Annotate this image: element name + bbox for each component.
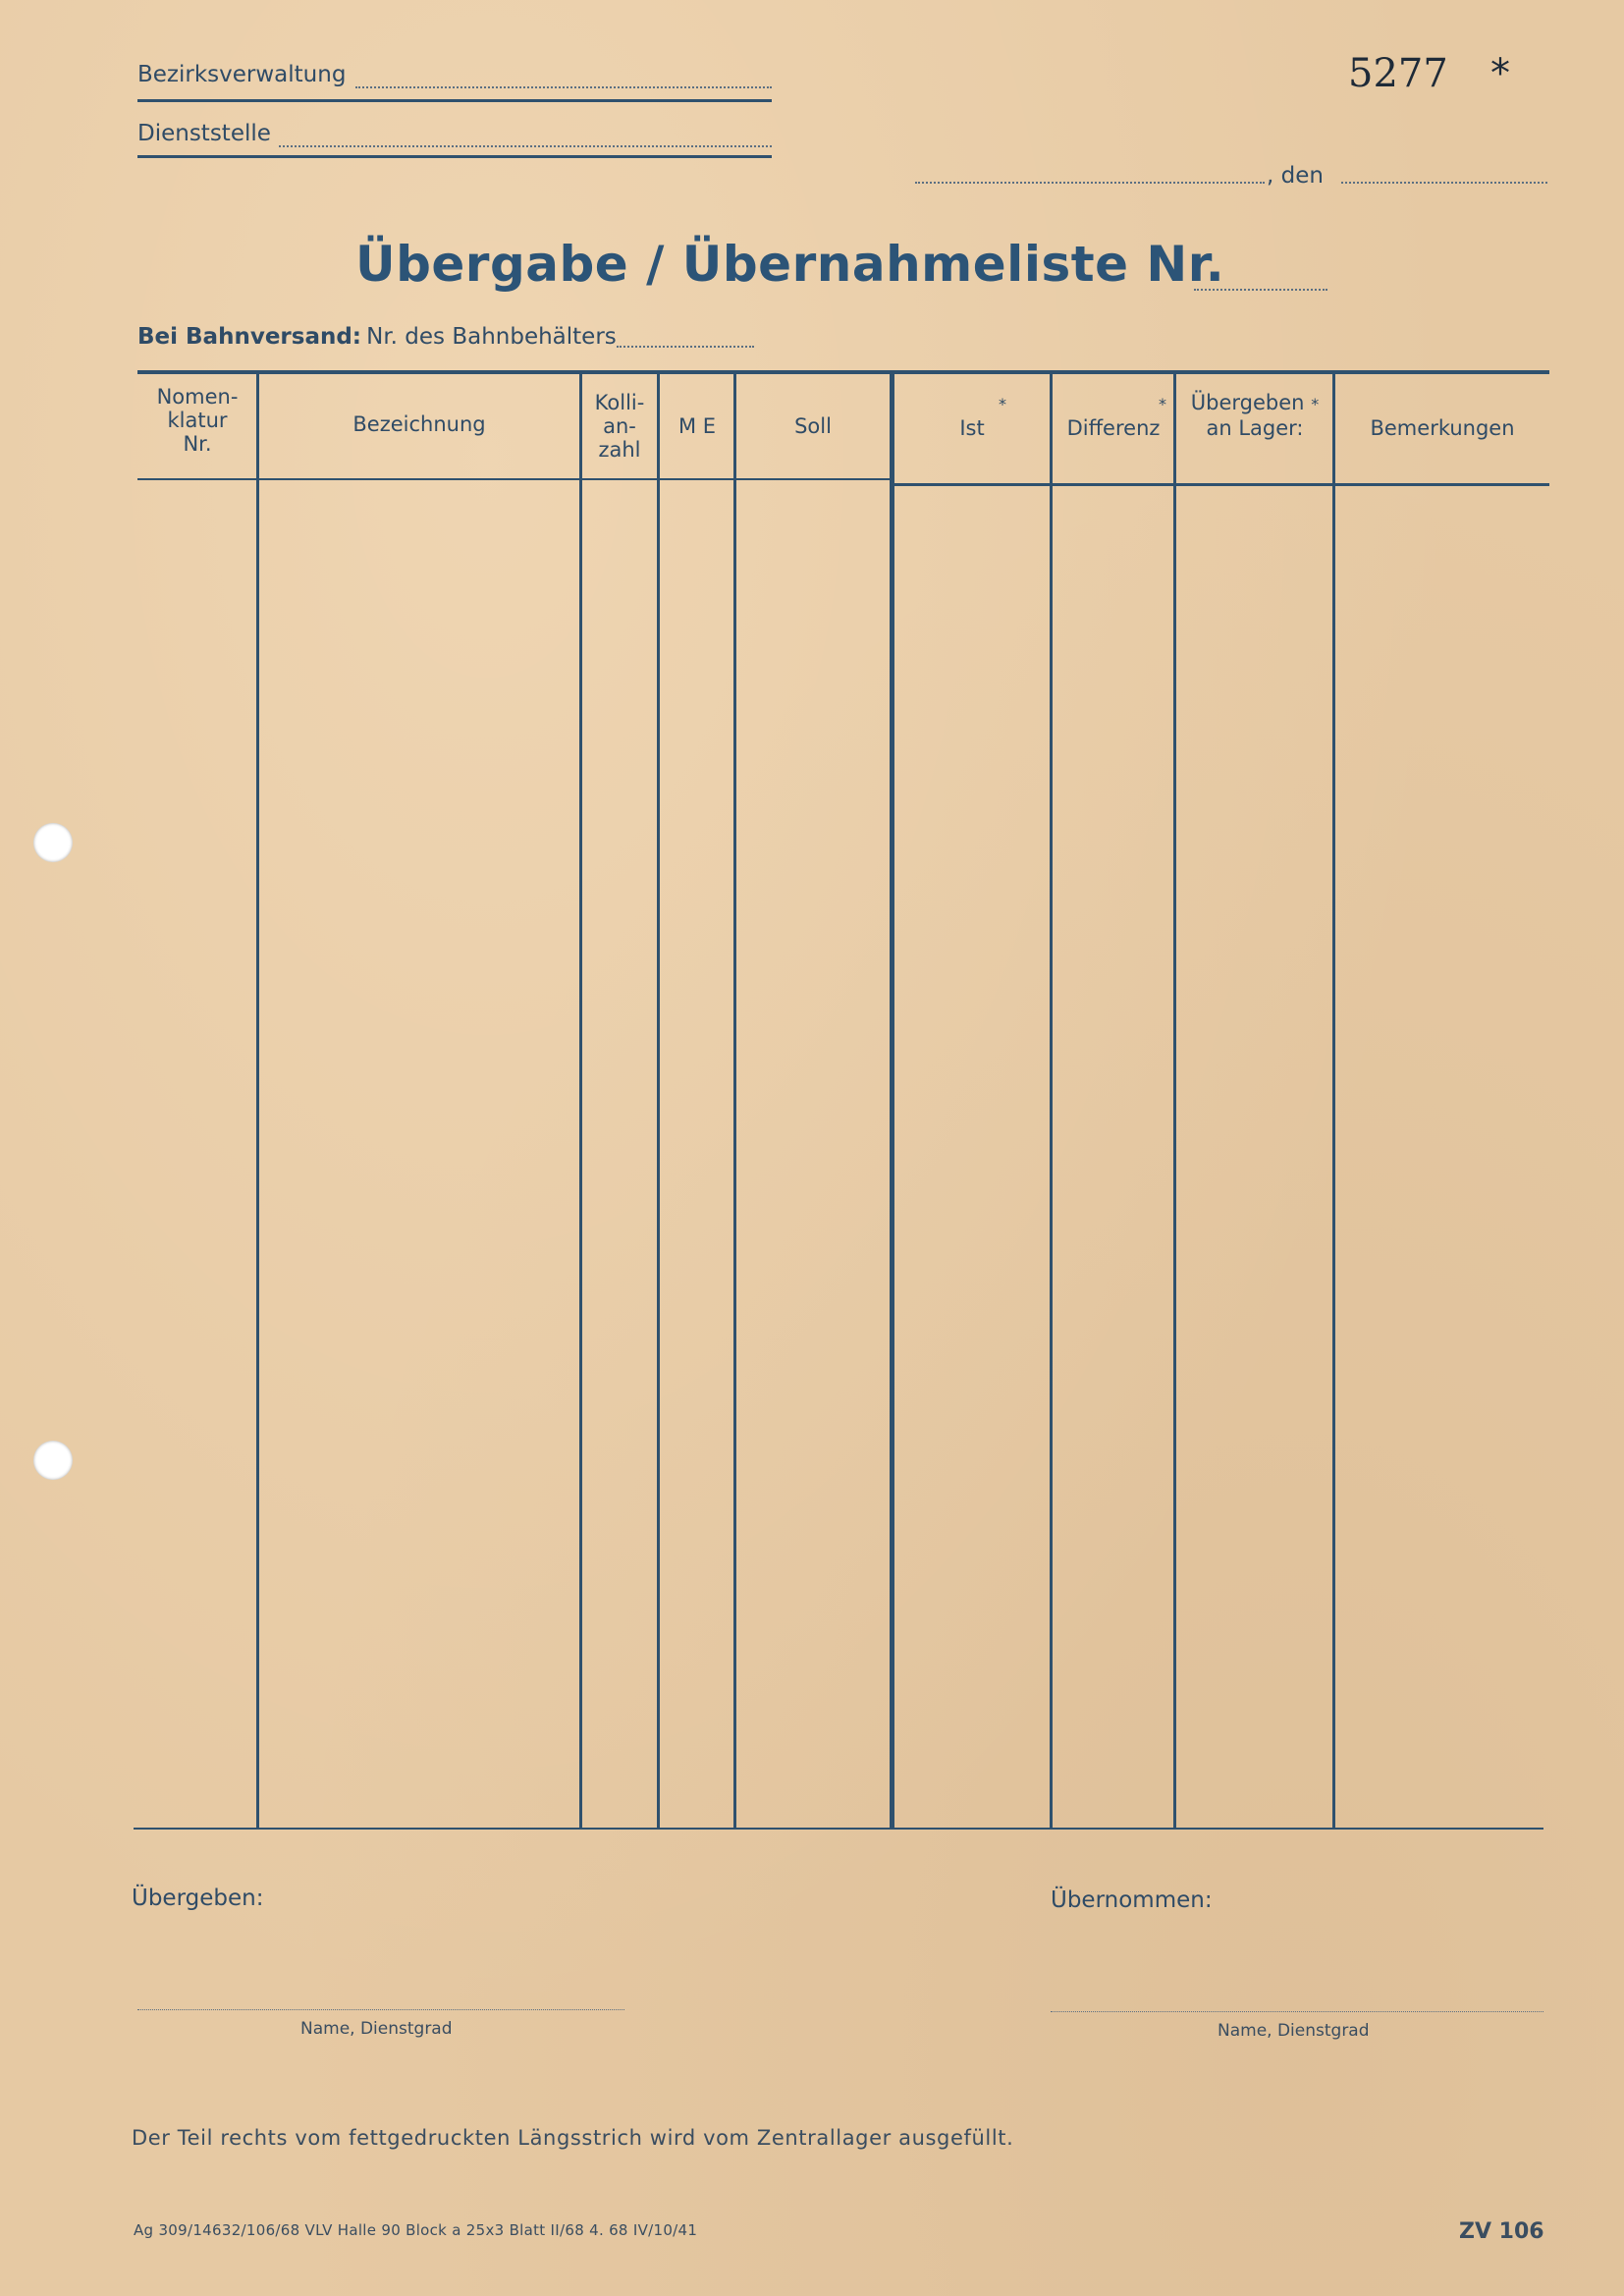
list-number-field[interactable] <box>1194 289 1327 291</box>
form-code: ZV 106 <box>1459 2219 1544 2244</box>
header-rule-2 <box>137 155 772 158</box>
uebernommen-caption: Name, Dienstgrad <box>1218 2021 1370 2041</box>
uebergeben-asterisk: * <box>1311 395 1320 413</box>
container-number-field[interactable] <box>617 346 754 348</box>
col-header-me: M E <box>677 414 717 438</box>
col-header-nomenklatur: Nomen- klatur Nr. <box>156 385 239 456</box>
uebernommen-signature-field[interactable] <box>1051 2011 1543 2012</box>
uebernommen-label: Übernommen: <box>1051 1887 1213 1913</box>
header-rule-1 <box>137 99 772 102</box>
col-header-uebergeben: Übergeben * an Lager: <box>1190 391 1320 440</box>
col-header-bezeichnung: Bezeichnung <box>352 412 486 436</box>
print-code: Ag 309/14632/106/68 VLV Halle 90 Block a 25x3 Blatt II/68 4. 68 IV/10/41 <box>134 2221 698 2239</box>
bezirksverwaltung-field[interactable] <box>355 86 772 88</box>
date-field[interactable] <box>1341 182 1547 184</box>
col-divider-7 <box>1173 374 1176 1828</box>
col-divider-2 <box>579 374 582 1828</box>
table-bottom-rule <box>134 1828 1543 1830</box>
uebergeben-label: Übergeben: <box>132 1886 264 1911</box>
bezirksverwaltung-label: Bezirksverwaltung <box>137 62 347 87</box>
uebergeben-signature-field[interactable] <box>137 2009 624 2010</box>
shipping-label: Nr. des Bahnbehälters <box>366 324 617 350</box>
table-header-rule-right <box>893 483 1549 486</box>
col-divider-bold <box>890 374 894 1828</box>
shipping-row <box>137 324 617 350</box>
date-separator: , den <box>1267 163 1324 189</box>
col-header-ist: * Ist <box>959 395 1006 440</box>
uebergeben-caption: Name, Dienstgrad <box>300 2019 453 2039</box>
col-divider-8 <box>1332 374 1335 1828</box>
footer-note: Der Teil rechts vom fettgedruckten Längsstrich wird vom Zentrallager ausgefüllt. <box>132 2126 1014 2150</box>
dienststelle-field[interactable] <box>279 145 772 147</box>
serial-number: 5277 <box>1348 51 1448 96</box>
col-header-kollianzahl: Kolli- an- zahl <box>594 391 645 462</box>
col-header-differenz: * Differenz <box>1066 395 1166 440</box>
dienststelle-label: Dienststelle <box>137 121 271 146</box>
punch-hole-top <box>33 823 73 862</box>
shipping-bold-label: Bei Bahnversand: <box>137 324 362 350</box>
table-header-rule <box>137 478 893 480</box>
col-divider-1 <box>256 374 259 1828</box>
punch-hole-bottom <box>33 1441 73 1480</box>
col-divider-4 <box>733 374 736 1828</box>
col-header-bemerkungen: Bemerkungen <box>1370 416 1515 440</box>
ist-asterisk: * <box>999 395 1006 413</box>
col-divider-3 <box>657 374 660 1828</box>
serial-mark: * <box>1490 51 1510 96</box>
place-field[interactable] <box>915 182 1265 184</box>
col-divider-6 <box>1050 374 1053 1828</box>
page-title: Übergabe / Übernahmeliste Nr. <box>355 236 1225 293</box>
table-top-rule <box>137 370 1549 374</box>
col-header-soll: Soll <box>794 414 832 438</box>
differenz-asterisk: * <box>1159 395 1166 413</box>
